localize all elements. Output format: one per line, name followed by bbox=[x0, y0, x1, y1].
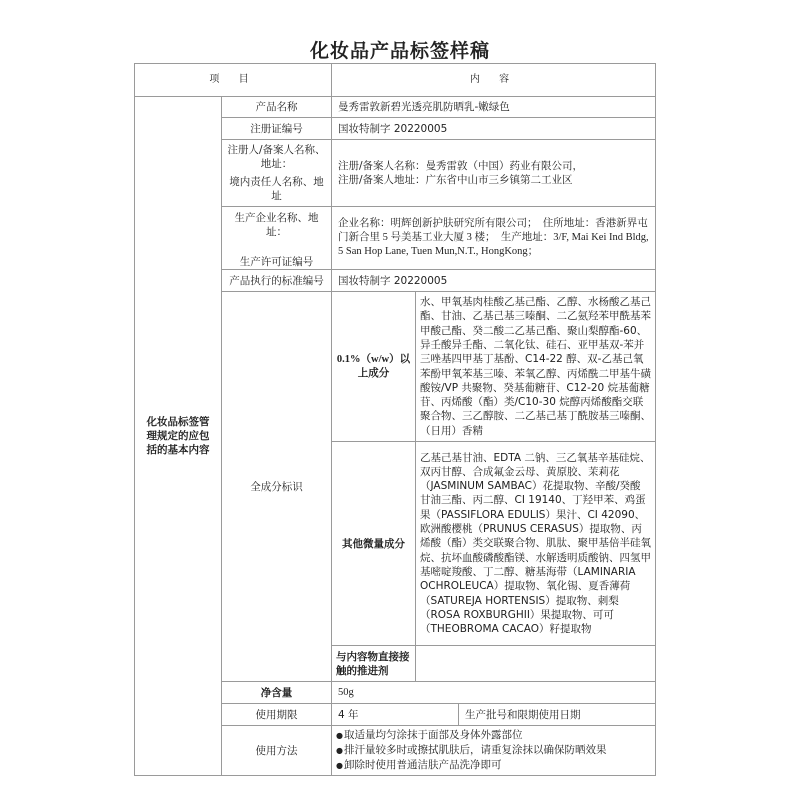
above-threshold-value: 水、甲氧基肉桂酸乙基己酯、乙醇、水杨酸乙基己酯、甘油、乙基己基三嗪酮、二乙氨羟苯甲酰基苯甲酸己酯、癸二酸二乙基己酯、聚山梨醇酯-60、异壬酸异壬酯、二氧化钛、硅石、亚甲基双-苯并三唑基四甲基丁基酚、C14-22 醇、双-乙基己氧苯酚甲氧苯基三嗪、苯氧乙醇、丙烯酰二甲基牛磺酸铵/VP 共聚物、癸基葡糖苷、C12-20 烷基葡糖苷、丙烯酸（酯）类/C10-30 烷醇丙烯酸酯交联聚合物、三乙醇胺、二乙基己基丁酰胺基三嗪酮、（日用）香精 bbox=[416, 292, 656, 442]
propellant-value bbox=[416, 646, 656, 682]
shelf-life-label: 使用期限 bbox=[222, 704, 332, 726]
product-name-value: 曼秀雷敦新碧光透亮肌防晒乳-嫩绿色 bbox=[332, 97, 656, 118]
manufacturer-label bbox=[222, 207, 332, 270]
ingredients-label: 全成分标识 bbox=[222, 292, 332, 682]
header-item: 项 目 bbox=[135, 64, 332, 97]
row-product-name bbox=[135, 97, 656, 118]
usage-item: ● 卸除时使用普通洁肤产品洗净即可 bbox=[336, 758, 651, 773]
manufacturer-label-2: 生产许可证编号 bbox=[239, 256, 314, 268]
propellant-label: 与内容物直接接触的推进剂 bbox=[332, 646, 416, 682]
registrant-name: 注册/备案人名称：曼秀雷敦（中国）药业有限公司， bbox=[338, 160, 584, 172]
document-title: 化妆品产品标签样稿 bbox=[309, 40, 490, 62]
registrant-label-1: 注册人/备案人名称、地址： bbox=[227, 144, 326, 170]
registrant-address: 注册/备案人地址：广东省中山市三乡镇第二工业区 bbox=[338, 174, 573, 186]
net-content-value: 50g bbox=[332, 682, 656, 704]
label-table bbox=[134, 63, 656, 776]
shelf-life-extra: 生产批号和限期使用日期 bbox=[459, 704, 656, 726]
standard-no-label: 产品执行的标准编号 bbox=[222, 270, 332, 292]
other-ingredients-label: 其他微量成分 bbox=[332, 442, 416, 646]
net-content-label: 净含量 bbox=[222, 682, 332, 704]
above-threshold-label: 0.1%（w/w）以上成分 bbox=[332, 292, 416, 442]
usage-label: 使用方法 bbox=[222, 726, 332, 776]
registrant-label-2: 境内责任人名称、地址 bbox=[229, 176, 324, 202]
registrant-label bbox=[222, 140, 332, 207]
usage-item: ● 排汗量较多时或擦拭肌肤后，请重复涂抹以确保防晒效果 bbox=[336, 743, 651, 758]
reg-no-value bbox=[332, 118, 656, 140]
header-content: 内 容 bbox=[332, 64, 656, 97]
manufacturer-value: 企业名称：明辉创新护肤研究所有限公司； 住所地址：香港新界屯门新合里 5 号美基工业大厦 3 楼； 生产地址：3/F, Mai Kei Ind Bldg, 5 San Hop Lane, Tuen Mun,N.T., HongKong； bbox=[332, 207, 656, 270]
header-row bbox=[135, 64, 656, 97]
reg-no-text: 国妆特制字 20220005 bbox=[338, 122, 448, 135]
registrant-value bbox=[332, 140, 656, 207]
shelf-life-value: 4 年 bbox=[332, 704, 459, 726]
other-ingredients-value: 乙基己基甘油、EDTA 二钠、三乙氧基辛基硅烷、双丙甘醇、合成氟金云母、黄原胶、茉莉花（JASMINUM SAMBAC）花提取物、辛酸/癸酸甘油三酯、丙二醇、CI 19140、丁羟甲苯、鸡蛋果（PASSIFLORA EDULIS）果汁、CI 42090、欧洲酸樱桃（PRUNUS CERASUS）提取物、丙烯酸（酯）类交联聚合物、肌肽、聚甲基倍半硅氧烷、抗坏血酸磷酸酯镁、水解透明质酸钠、四氢甲基嘧啶羧酸、丁二醇、糖基海带（LAMINARIA OCHROLEUCA）提取物、氧化锡、夏香薄荷（SATUREJA HORTENSIS）提取物、刺梨（ROSA ROXBURGHII）果提取物、可可（THEOBROMA CACAO）籽提取物 bbox=[416, 442, 656, 646]
usage-item: ● 取适量均匀涂抹于面部及身体外露部位 bbox=[336, 728, 651, 743]
usage-value bbox=[332, 726, 656, 776]
usage-list bbox=[336, 728, 651, 773]
group-label: 化妆品标签管理规定的应包括的基本内容 bbox=[135, 97, 222, 776]
manufacturer-label-1: 生产企业名称、地址： bbox=[234, 212, 319, 238]
standard-no-value: 国妆特制字 20220005 bbox=[332, 270, 656, 292]
product-name-label: 产品名称 bbox=[222, 97, 332, 118]
reg-no-label: 注册证编号 bbox=[222, 118, 332, 140]
